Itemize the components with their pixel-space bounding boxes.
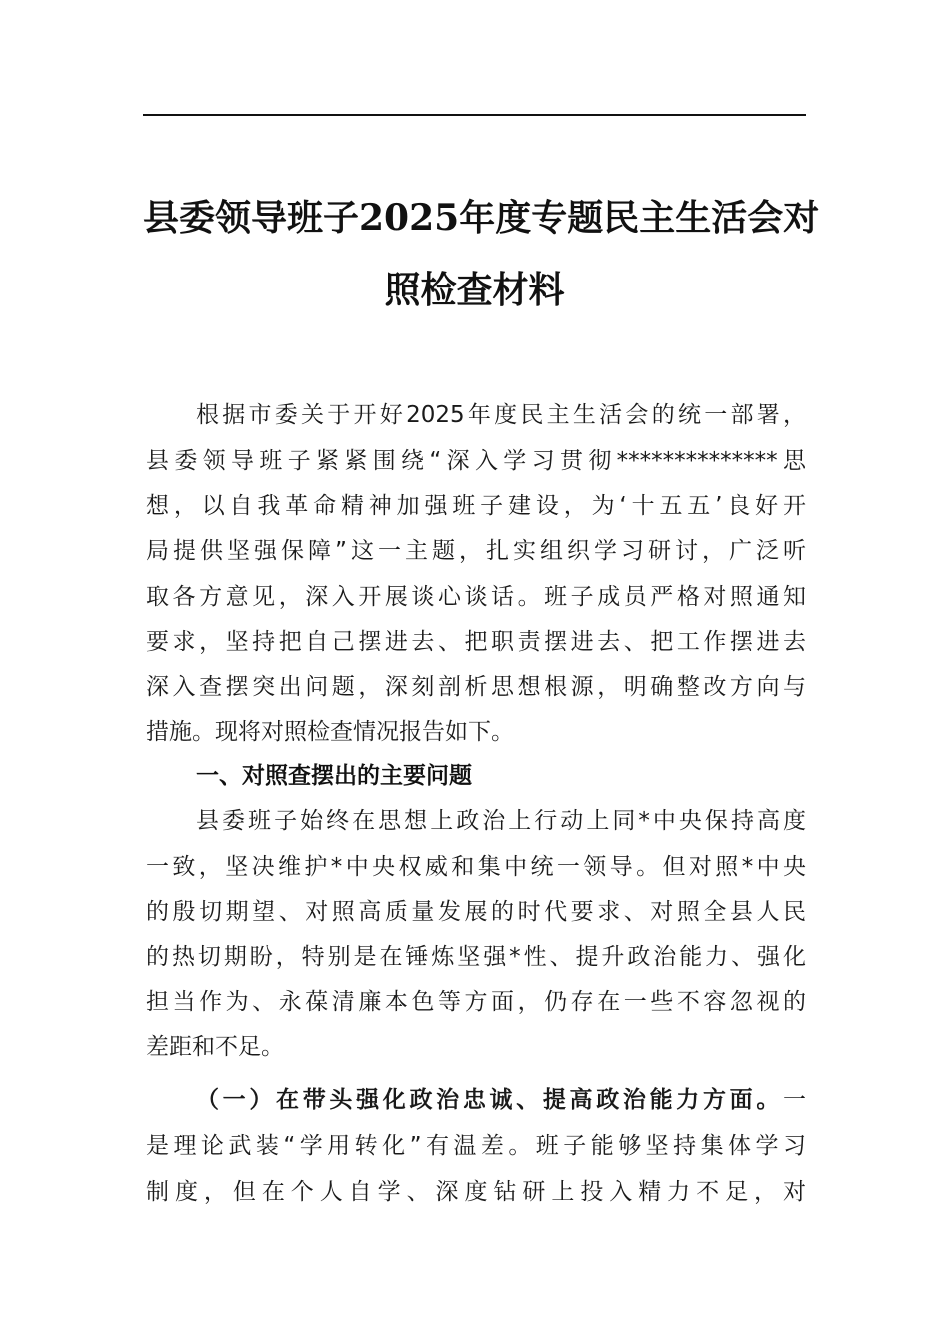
section-paragraph-line: 县委班子始终在思想上政治上行动上同*中央保持高度 — [196, 808, 806, 834]
section-paragraph-line: 的殷切期望、对照高质量发展的时代要求、对照全县人民 — [146, 899, 806, 925]
section-paragraph-line: 担当作为、永葆清廉本色等方面，仍存在一些不容忽视的 — [146, 989, 806, 1015]
intro-paragraph-line: 根据市委关于开好2025年度民主生活会的统一部署， — [196, 402, 806, 428]
document-title-line-1: 县委领导班子2025年度专题民主生活会对 — [143, 197, 820, 239]
intro-paragraph-line: 措施。现将对照检查情况报告如下。 — [146, 719, 514, 745]
subsection-lead: （一）在带头强化政治忠诚、提高政治能力方面。 — [196, 1087, 783, 1113]
intro-paragraph-line: 要求，坚持把自己摆进去、把职责摆进去、把工作摆进去 — [146, 629, 806, 655]
section-paragraph-line: 一致，坚决维护*中央权威和集中统一领导。但对照*中央 — [146, 854, 806, 880]
header-rule — [143, 114, 806, 116]
intro-paragraph-line: 取各方意见，深入开展谈心谈话。班子成员严格对照通知 — [146, 584, 806, 610]
subsection-paragraph-line: 制度，但在个人自学、深度钻研上投入精力不足，对 — [146, 1179, 806, 1205]
intro-paragraph-line: 想，以自我革命精神加强班子建设，为‘十五五’良好开 — [146, 493, 806, 519]
section-paragraph-line: 差距和不足。 — [146, 1034, 284, 1060]
intro-paragraph-line: 局提供坚强保障”这一主题，扎实组织学习研讨，广泛听 — [146, 538, 806, 564]
subsection-lead-line — [196, 1085, 806, 1115]
intro-paragraph-line: 县委领导班子紧紧围绕“深入学习贯彻**************思 — [146, 448, 806, 474]
section-paragraph-line: 的热切期盼，特别是在锤炼坚强*性、提升政治能力、强化 — [146, 944, 806, 970]
section-heading: 一、对照查摆出的主要问题 — [196, 763, 472, 789]
document-title-line-2: 照检查材料 — [384, 269, 565, 311]
intro-paragraph-line: 深入查摆突出问题，深刻剖析思想根源，明确整改方向与 — [146, 674, 806, 700]
subsection-lead-tail: 一 — [783, 1087, 806, 1113]
subsection-paragraph-line: 是理论武装“学用转化”有温差。班子能够坚持集体学习 — [146, 1133, 806, 1159]
